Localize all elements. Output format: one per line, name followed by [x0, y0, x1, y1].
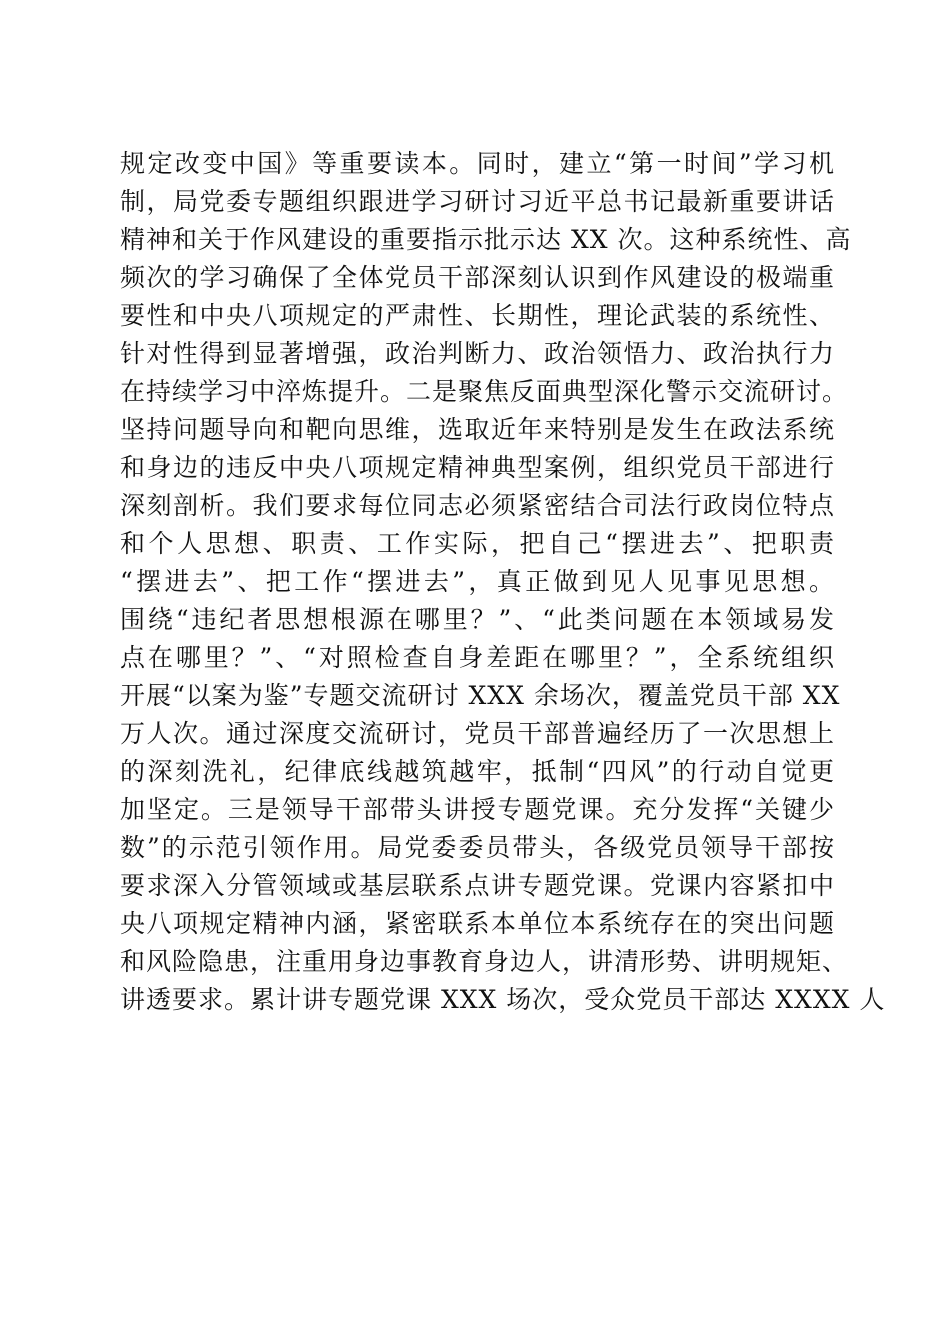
- text-line: 数”的示范引领作用。局党委委员带头，各级党员领导干部按: [120, 833, 835, 862]
- text-line: 和个人思想、职责、工作实际，把自己“摆进去”、把职责: [120, 529, 835, 558]
- text-line: 讲透要求。累计讲专题党课 XXX 场次，受众党员干部达 XXXX 人: [120, 985, 886, 1014]
- text-line: 坚持问题导向和靶向思维，选取近年来特别是发生在政法系统: [120, 415, 835, 444]
- text-line: 制，局党委专题组织跟进学习研讨习近平总书记最新重要讲话: [120, 187, 835, 216]
- text-line: 开展“以案为鉴”专题交流研讨 XXX 余场次，覆盖党员干部 XX: [120, 681, 841, 710]
- text-line: 深刻剖析。我们要求每位同志必须紧密结合司法行政岗位特点: [120, 491, 835, 520]
- text-line: 万人次。通过深度交流研讨，党员干部普遍经历了一次思想上: [120, 719, 835, 748]
- text-line: 的深刻洗礼，纪律底线越筑越牢，抵制“四风”的行动自觉更: [120, 757, 835, 786]
- text-line: 加坚定。三是领导干部带头讲授专题党课。充分发挥“关键少: [120, 795, 835, 824]
- text-line: 规定改变中国》等重要读本。同时，建立“第一时间”学习机: [120, 149, 835, 178]
- text-line: 频次的学习确保了全体党员干部深刻认识到作风建设的极端重: [120, 263, 835, 292]
- text-line: 针对性得到显著增强，政治判断力、政治领悟力、政治执行力: [120, 339, 835, 368]
- text-line: 央八项规定精神内涵，紧密联系本单位本系统存在的突出问题: [120, 909, 835, 938]
- text-line: 和身边的违反中央八项规定精神典型案例，组织党员干部进行: [120, 453, 835, 482]
- body-paragraph: [120, 145, 886, 1019]
- text-line: “摆进去”、把工作“摆进去”，真正做到见人见事见思想。: [120, 567, 835, 596]
- text-line: 要性和中央八项规定的严肃性、长期性，理论武装的系统性、: [120, 301, 835, 330]
- text-line: 精神和关于作风建设的重要指示批示达 XX 次。这种系统性、高: [120, 225, 852, 254]
- text-line: 要求深入分管领域或基层联系点讲专题党课。党课内容紧扣中: [120, 871, 835, 900]
- text-line: 和风险隐患，注重用身边事教育身边人，讲清形势、讲明规矩、: [120, 947, 849, 976]
- text-line: 在持续学习中淬炼提升。二是聚焦反面典型深化警示交流研讨。: [120, 377, 849, 406]
- text-line: 围绕“违纪者思想根源在哪里？”、“此类问题在本领域易发: [120, 605, 835, 634]
- text-line: 点在哪里？”、“对照检查自身差距在哪里？”，全系统组织: [120, 643, 835, 672]
